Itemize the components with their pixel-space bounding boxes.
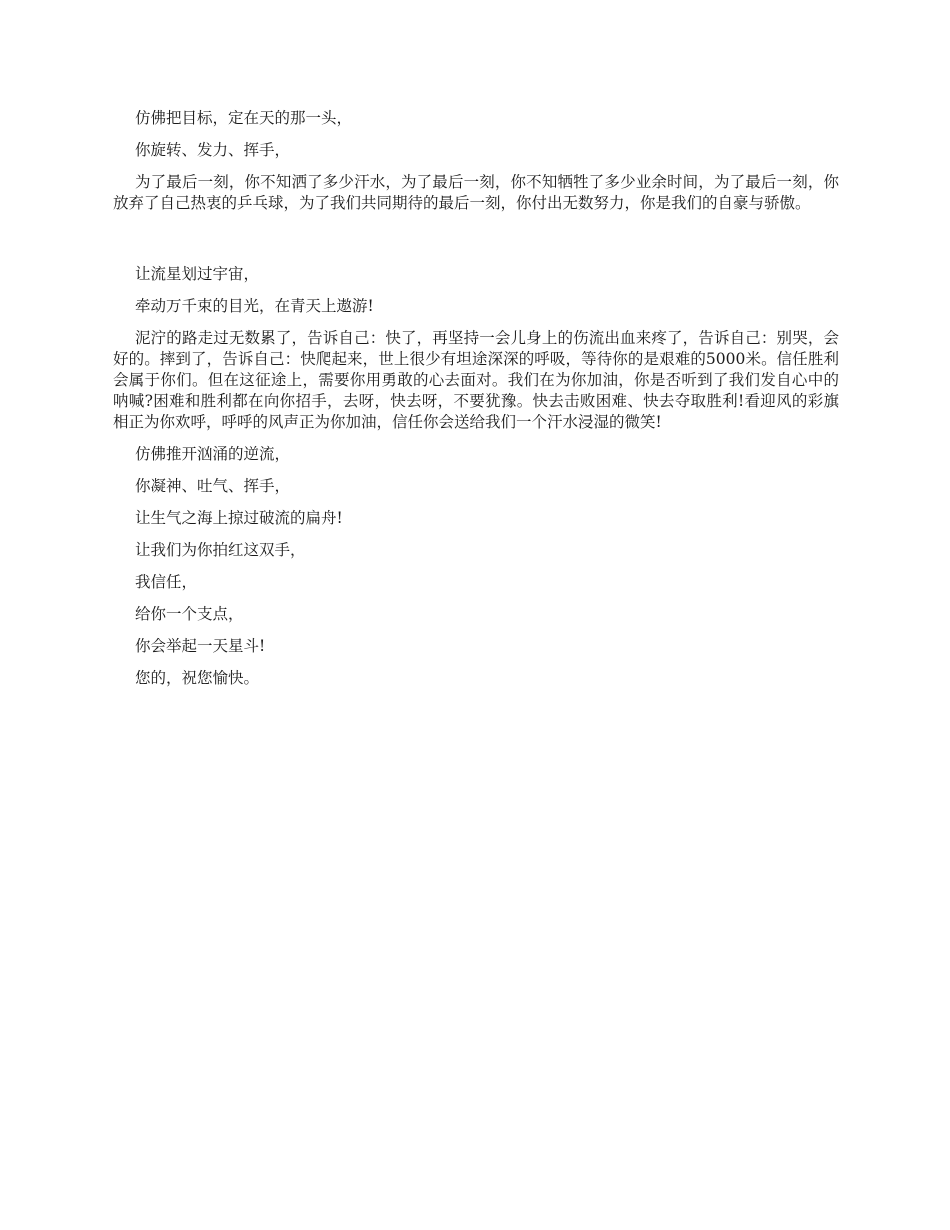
paragraph: 给你一个支点， [135,605,244,623]
paragraph: 让流星划过宇宙， [135,265,260,283]
paragraph: 仿佛推开汹涌的逆流， [135,445,291,463]
paragraph: 让生气之海上掠过破流的扁舟! [135,509,343,527]
document-page [113,108,839,700]
paragraph: 为了最后一刻，你不知洒了多少汗水，为了最后一刻，你不知牺牲了多少业余时间，为了最后一刻，你放弃了自己热衷的乒乓球，为了我们共同期待的最后一刻，你付出无数努力，你是我们的自豪与骄傲。 [113,173,839,212]
paragraph: 牵动万千束的目光，在青天上遨游! [135,297,374,315]
paragraph: 让我们为你拍红这双手， [135,541,306,559]
paragraph: 你旋转、发力、挥手， [135,141,291,159]
section-gap [113,225,839,264]
paragraph: 你凝神、吐气、挥手， [135,477,291,495]
paragraph: 我信任， [135,573,198,591]
paragraph: 泥泞的路走过无数累了，告诉自己：快了，再坚持一会儿身上的伤流出血来疼了，告诉自己：别哭，会好的。摔到了，告诉自己：快爬起来，世上很少有坦途深深的呼吸，等待你的是艰难的5000米。信任胜利会属于你们。但在这征途上，需要你用勇敢的心去面对。我们在为你加油，你是否听到了我们发自心中的呐喊?困难和胜利都在向你招手，去呀，快去呀，不要犹豫。快去击败困难、快去夺取胜利!看迎风的彩旗相正为你欢呼，呼呼的风声正为你加油，信任你会送给我们一个汗水浸湿的微笑! [113,329,839,431]
paragraph: 您的，祝您愉快。 [135,669,260,687]
paragraph: 你会举起一天星斗! [135,637,266,655]
paragraph: 仿佛把目标，定在天的那一头， [135,109,353,127]
